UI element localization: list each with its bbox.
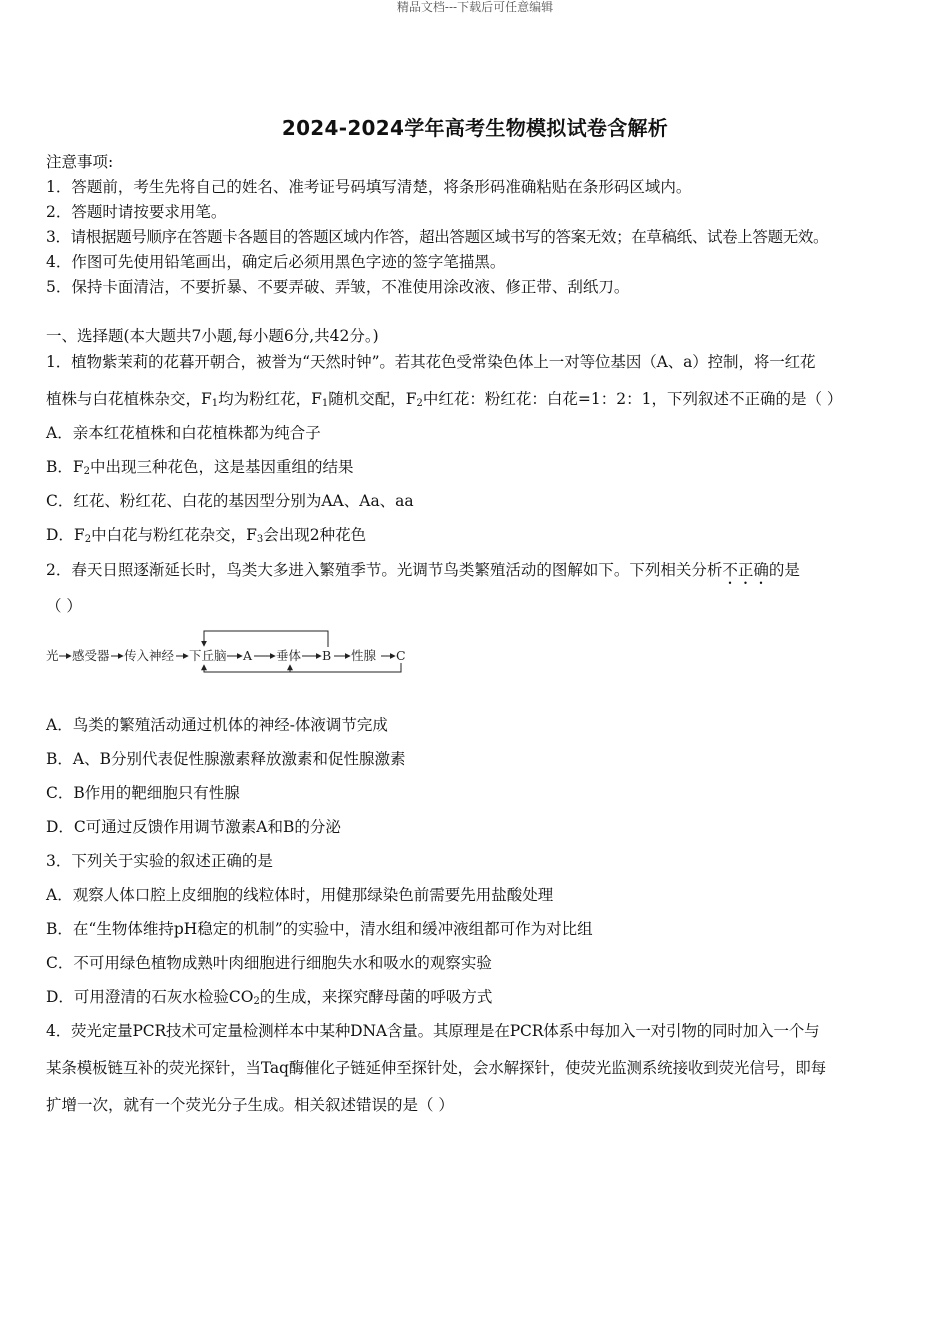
question-3-option-d xyxy=(46,987,916,1012)
question-2-option-a: A．鸟类的繁殖活动通过机体的神经-体液调节完成 xyxy=(46,716,388,734)
subscript: 2 xyxy=(84,534,92,545)
page-title: 2024-2024学年高考生物模拟试卷含解析 xyxy=(281,116,669,140)
text-segment: 的是 xyxy=(768,561,800,579)
question-1-stem: 1．植物紫茉莉的花暮开朝合，被誉为“天然时钟”。若其花色受常染色体上一对等位基因（A、a）控制，将一红花 xyxy=(46,353,816,371)
subscript: 1 xyxy=(211,398,219,409)
question-1-stem-cont xyxy=(46,389,916,414)
text-segment: B．F xyxy=(46,458,84,476)
text-segment: 均为粉红花，F xyxy=(218,390,322,408)
question-3-option-a: A．观察人体口腔上皮细胞的线粒体时，用健那绿染色前需要先用盐酸处理 xyxy=(46,886,554,904)
question-1-option-b xyxy=(46,457,916,482)
question-3-stem: 3．下列关于实验的叙述正确的是 xyxy=(46,852,273,870)
diagram-arrows xyxy=(59,631,401,672)
text-segment: 2．春天日照逐渐延长时，鸟类大多进入繁殖季节。光调节鸟类繁殖活动的图解如下。下列相关分析 xyxy=(46,561,723,579)
regulation-flow-diagram xyxy=(44,626,424,678)
question-2-option-c: C．B作用的靶细胞只有性腺 xyxy=(46,784,240,802)
node-afferent-nerve: 传入神经 xyxy=(124,648,175,663)
text-segment: 中红花：粉红花：白花=1：2：1，下列叙述不正确的是（ ） xyxy=(422,390,843,408)
question-4-stem-cont: 某条模板链互补的荧光探针，当Taq酶催化子链延伸至探针处，会水解探针，使荧光监测系统接收到荧光信号，即每 xyxy=(46,1059,827,1077)
question-2-option-d: D．C可通过反馈作用调节激素A和B的分泌 xyxy=(46,818,341,836)
question-2-option-b: B．A、B分别代表促性腺激素释放激素和促性腺激素 xyxy=(46,750,406,768)
notice-item: 3．请根据题号顺序在答题卡各题目的答题区域内作答，超出答题区域书写的答案无效；在草稿纸、试卷上答题无效。 xyxy=(46,228,829,246)
text-segment: 中出现三种花色，这是基因重组的结果 xyxy=(90,458,354,476)
notice-item: 1．答题前，考生先将自己的姓名、准考证号码填写清楚，将条形码准确粘贴在条形码区域内。 xyxy=(46,178,692,196)
text-segment: 随机交配，F xyxy=(328,390,417,408)
question-1-option-d xyxy=(46,525,916,550)
text-segment: 的生成，来探究酵母菌的呼吸方式 xyxy=(259,988,493,1006)
notice-item: 2．答题时请按要求用笔。 xyxy=(46,203,227,221)
text-segment: D．可用澄清的石灰水检验CO xyxy=(46,988,254,1006)
question-3-option-c: C．不可用绿色植物成熟叶肉细胞进行细胞失水和吸水的观察实验 xyxy=(46,954,492,972)
question-4-stem-cont: 扩增一次，就有一个荧光分子生成。相关叙述错误的是（ ） xyxy=(46,1096,454,1114)
node-hypothalamus: 下丘脑 xyxy=(189,648,227,663)
node-pituitary: 垂体 xyxy=(276,648,302,663)
subscript: 2 xyxy=(416,398,423,409)
node-b: B xyxy=(322,648,332,663)
watermark: 精品文档---下载后可任意编辑 xyxy=(396,0,554,14)
emphasis-text: 不正确 xyxy=(722,561,769,579)
text-segment: 中白花与粉红花杂交，F xyxy=(91,526,257,544)
node-light: 光 xyxy=(46,648,59,663)
question-2-answer-paren: （ ） xyxy=(46,597,82,615)
subscript: 2 xyxy=(83,466,91,477)
question-1-option-c: C．红花、粉红花、白花的基因型分别为AA、Aa、aa xyxy=(46,492,414,510)
notice-heading: 注意事项: xyxy=(46,153,114,171)
text-segment: D．F xyxy=(46,526,85,544)
subscript: 3 xyxy=(256,534,264,545)
node-c: C xyxy=(396,648,406,663)
node-receptor: 感受器 xyxy=(72,648,110,663)
notice-item: 5．保持卡面清洁，不要折暴、不要弄破、弄皱，不准使用涂改液、修正带、刮纸刀。 xyxy=(46,278,630,296)
subscript: 2 xyxy=(253,996,260,1007)
question-3-option-b: B．在“生物体维持pH稳定的机制”的实验中，清水组和缓冲液组都可作为对比组 xyxy=(46,920,593,938)
diagram-labels xyxy=(46,648,406,663)
notice-item: 4．作图可先使用铅笔画出，确定后必须用黑色字迹的签字笔描黑。 xyxy=(46,253,506,271)
question-2-stem xyxy=(46,560,916,588)
text-segment: 会出现2种花色 xyxy=(263,526,367,544)
text-segment: 植株与白花植株杂交，F xyxy=(46,390,212,408)
node-a: A xyxy=(243,648,253,663)
node-gonad: 性腺 xyxy=(351,648,377,663)
question-4-stem: 4．荧光定量PCR技术可定量检测样本中某种DNA含量。其原理是在PCR体系中每加入一对引物的同时加入一个与 xyxy=(46,1022,820,1040)
question-1-option-a: A．亲本红花植株和白花植株都为纯合子 xyxy=(46,424,321,442)
section-heading: 一、选择题(本大题共7小题,每小题6分,共42分。) xyxy=(46,327,379,345)
subscript: 1 xyxy=(321,398,329,409)
